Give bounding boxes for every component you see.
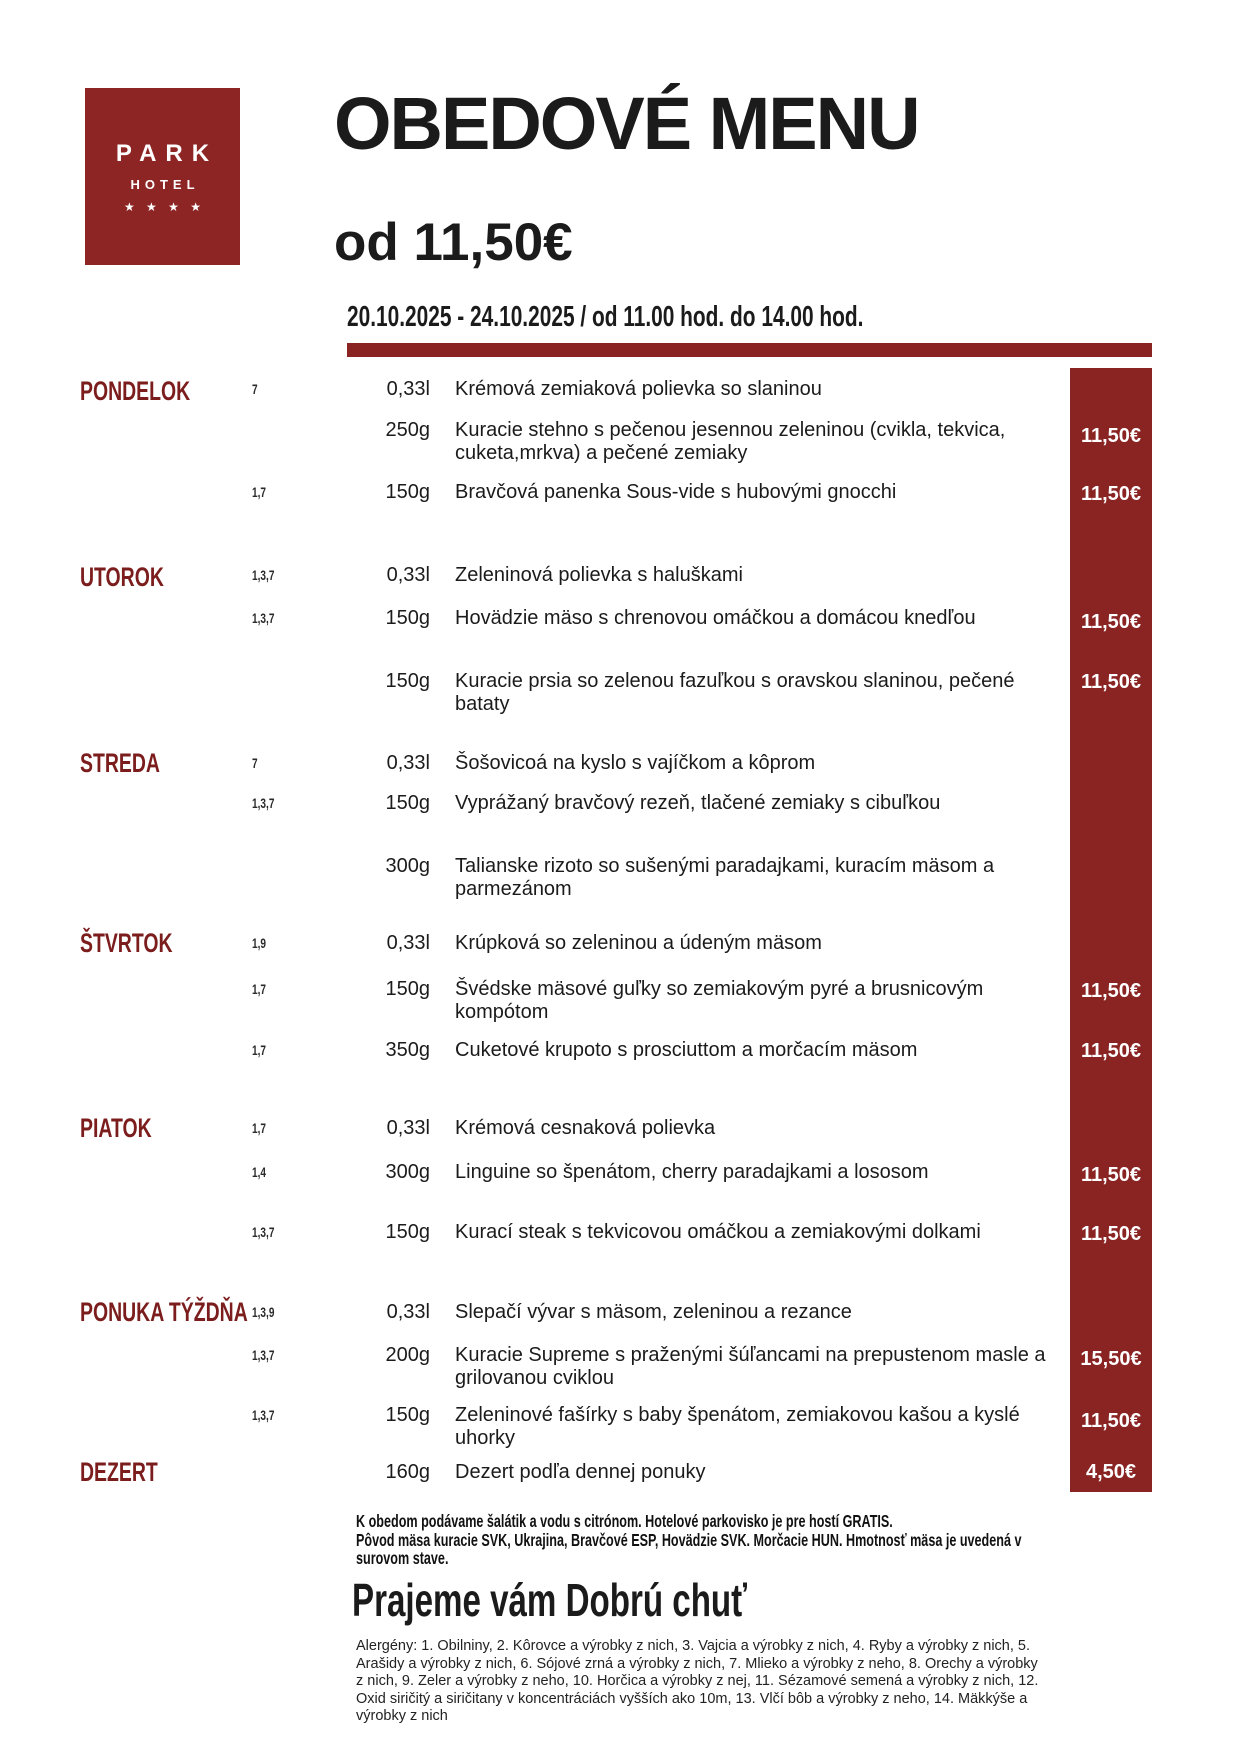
portion-size: 300g bbox=[385, 1161, 430, 1183]
footer-note-service: K obedom podávame šalátik a vodu s citrónom. Hotelové parkovisko je pre hostí GRATIS. bbox=[356, 1511, 893, 1531]
portion-size: 0,33l bbox=[386, 378, 430, 400]
portion-size: 0,33l bbox=[386, 932, 430, 954]
allergen-codes: 1,3,7 bbox=[252, 1224, 275, 1240]
price-column-bar bbox=[1070, 368, 1152, 1492]
portion-size: 350g bbox=[385, 1039, 430, 1061]
header-divider-bar bbox=[347, 343, 1152, 357]
validity-date-line: 20.10.2025 - 24.10.2025 / od 11.00 hod. do 14.00 hod. bbox=[347, 301, 864, 333]
allergen-codes: 1,7 bbox=[252, 981, 267, 997]
portion-size: 250g bbox=[385, 419, 430, 441]
price-value: 11,50€ bbox=[1080, 671, 1142, 693]
footer-note-origin: Pôvod mäsa kuracie SVK, Ukrajina, Bravčové ESP, Hovädzie SVK. Morčacie HUN. Hmotnosť mäsa je uvedená v surovom stave. bbox=[356, 1529, 1022, 1568]
dish-name: Krémová zemiaková polievka so slaninou bbox=[455, 378, 822, 400]
price-value: 11,50€ bbox=[1080, 1040, 1142, 1062]
portion-size: 150g bbox=[385, 1221, 430, 1243]
dish-name: Dezert podľa dennej ponuky bbox=[455, 1461, 706, 1483]
page-subtitle: od 11,50€ bbox=[334, 213, 573, 272]
dish-name: Zeleninová polievka s haluškami bbox=[455, 564, 743, 586]
dish-name: Hovädzie mäso s chrenovou omáčkou a domácou knedľou bbox=[455, 607, 976, 629]
portion-size: 150g bbox=[385, 607, 430, 629]
day-label-streda: STREDA bbox=[80, 748, 160, 778]
day-label-ponuka-tyzdna: PONUKA TÝŽDŇA bbox=[80, 1297, 248, 1327]
price-value: 11,50€ bbox=[1080, 1164, 1142, 1186]
allergen-codes: 1,3,7 bbox=[252, 610, 275, 626]
price-value: 11,50€ bbox=[1080, 483, 1142, 505]
farewell-heading: Prajeme vám Dobrú chuť bbox=[352, 1574, 748, 1626]
allergen-codes: 1,3,7 bbox=[252, 1407, 275, 1423]
dish-name: Kurací steak s tekvicovou omáčkou a zemiakovými dolkami bbox=[455, 1221, 981, 1243]
dish-name: Bravčová panenka Sous-vide s hubovými gnocchi bbox=[455, 481, 897, 503]
allergen-codes: 1,7 bbox=[252, 1042, 267, 1058]
portion-size: 150g bbox=[385, 792, 430, 814]
price-value: 11,50€ bbox=[1080, 425, 1142, 447]
day-label-pondelok: PONDELOK bbox=[80, 376, 191, 406]
dish-name: Talianske rizoto so sušenými paradajkami, kuracím mäsom a parmezánom bbox=[455, 855, 995, 900]
price-value: 15,50€ bbox=[1080, 1348, 1142, 1370]
logo-hotel-text: HOTEL bbox=[130, 176, 200, 192]
price-value: 11,50€ bbox=[1080, 611, 1142, 633]
footer-notes bbox=[356, 1512, 1037, 1568]
allergen-codes: 1,3,7 bbox=[252, 1347, 275, 1363]
hotel-logo bbox=[85, 88, 240, 265]
dish-name: Krúpková so zeleninou a údeným mäsom bbox=[455, 932, 822, 954]
allergen-codes: 1,3,7 bbox=[252, 567, 275, 583]
price-value: 4,50€ bbox=[1085, 1461, 1137, 1483]
allergen-codes: 1,4 bbox=[252, 1164, 267, 1180]
day-label-utorok: UTOROK bbox=[80, 562, 164, 592]
allergen-codes: 7 bbox=[252, 755, 258, 771]
allergen-codes: 1,3,7 bbox=[252, 795, 275, 811]
dish-name: Zeleninové fašírky s baby špenátom, zemiakovou kašou a kyslé uhorky bbox=[455, 1404, 1020, 1449]
portion-size: 0,33l bbox=[386, 1117, 430, 1139]
portion-size: 0,33l bbox=[386, 752, 430, 774]
dish-name: Kuracie Supreme s praženými šúľancami na prepustenom masle a grilovanou cviklou bbox=[455, 1344, 1046, 1389]
dish-name: Krémová cesnaková polievka bbox=[455, 1117, 716, 1139]
price-value: 11,50€ bbox=[1080, 980, 1142, 1002]
portion-size: 0,33l bbox=[386, 564, 430, 586]
allergen-codes: 1,9 bbox=[252, 935, 267, 951]
allergen-codes: 7 bbox=[252, 381, 258, 397]
day-label-piatok: PIATOK bbox=[80, 1113, 152, 1143]
dish-name: Švédske mäsové guľky so zemiakovým pyré a brusnicovým kompótom bbox=[455, 978, 984, 1023]
portion-size: 150g bbox=[385, 1404, 430, 1426]
dish-name: Kuracie prsia so zelenou fazuľkou s oravskou slaninou, pečené bataty bbox=[455, 670, 1015, 715]
portion-size: 150g bbox=[385, 481, 430, 503]
day-label-dezert: DEZERT bbox=[80, 1457, 158, 1487]
dish-name: Slepačí vývar s mäsom, zeleninou a rezance bbox=[455, 1301, 852, 1323]
portion-size: 200g bbox=[385, 1344, 430, 1366]
price-value: 11,50€ bbox=[1080, 1410, 1142, 1432]
portion-size: 150g bbox=[385, 670, 430, 692]
portion-size: 300g bbox=[385, 855, 430, 877]
allergen-codes: 1,7 bbox=[252, 484, 267, 500]
portion-size: 160g bbox=[385, 1461, 430, 1483]
price-value: 11,50€ bbox=[1080, 1223, 1142, 1245]
allergen-codes: 1,3,9 bbox=[252, 1304, 275, 1320]
dish-name: Linguine so špenátom, cherry paradajkami a lososom bbox=[455, 1161, 929, 1183]
dish-name: Vyprážaný bravčový rezeň, tlačené zemiaky s cibuľkou bbox=[455, 792, 941, 814]
day-label-stvrtok: ŠTVRTOK bbox=[80, 928, 173, 958]
logo-stars-icon: ★ ★ ★ ★ bbox=[123, 199, 206, 214]
dish-name: Kuracie stehno s pečenou jesennou zeleninou (cvikla, tekvica, cuketa,mrkva) a pečené zemiaky bbox=[455, 419, 1006, 464]
dish-name: Cuketové krupoto s prosciuttom a morčacím mäsom bbox=[455, 1039, 918, 1061]
dish-name: Šošovicoá na kyslo s vajíčkom a kôprom bbox=[455, 752, 816, 774]
logo-park-text: PARK bbox=[115, 139, 219, 167]
allergens-legend: Alergény: 1. Obilniny, 2. Kôrovce a výrobky z nich, 3. Vajcia a výrobky z nich, 4. Ryby a výrobky z nich, 5. Arašidy a výrobky z nich, 6. Sójové zrná a výrobky z nich, 7. Mlieko a výrobky z neho, 8. Orechy a výrobky z nich, 9. Zeler a výrobky z neho, 10. Horčica a výrobky z nej, 11. Sézamové semená a výrobky z nich, 12. Oxid siričitý a siričitany v koncentráciách vyšších ako 10m, 13. Vlčí bôb a výrobky z neho, 14. Mäkkýše a výrobky z nich bbox=[356, 1638, 1039, 1724]
page-title: OBEDOVÉ MENU bbox=[334, 82, 919, 165]
allergen-codes: 1,7 bbox=[252, 1120, 267, 1136]
portion-size: 150g bbox=[385, 978, 430, 1000]
portion-size: 0,33l bbox=[386, 1301, 430, 1323]
